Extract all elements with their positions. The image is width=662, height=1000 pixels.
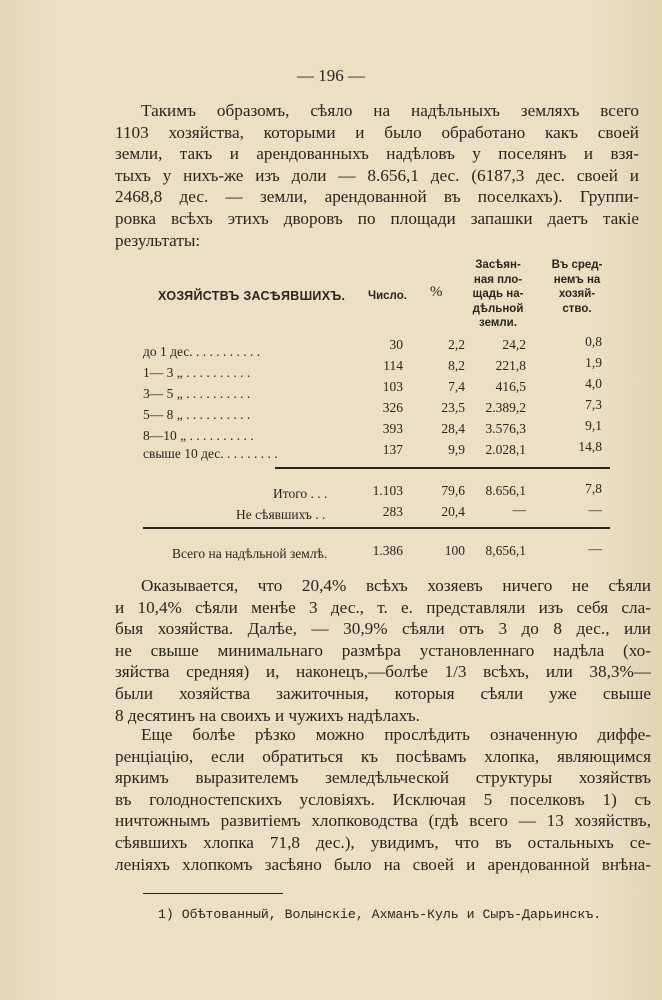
row-area: 221,8 bbox=[495, 358, 526, 373]
para2-line: Оказывается, что 20,4% всѣхъ хозяевъ ничего не сѣяли bbox=[141, 576, 651, 595]
total-rule bbox=[143, 527, 610, 529]
intro-line: результаты: bbox=[115, 230, 201, 250]
row-label: до 1 дес. . . . . . . . . . . bbox=[143, 344, 261, 359]
para2-line: быя хозяйства. Далѣе, — 30,9% сѣяли отъ 3 до 8 дес., или bbox=[115, 619, 651, 639]
table-header-households: ХОЗЯЙСТВЪ ЗАСѢЯВШИХЪ. bbox=[158, 289, 346, 303]
para3-line: леніяхъ хлопкомъ засѣяно было на своей и арендованной внѣна- bbox=[115, 854, 651, 874]
row-label: 5— 8 „ . . . . . . . . . . bbox=[143, 407, 251, 422]
grandtotal-percent: 100 bbox=[444, 543, 465, 558]
subtotal-rule bbox=[275, 467, 610, 469]
para2-line: не свыше минимальнаго размѣра установленнаго надѣла (хо- bbox=[115, 640, 651, 660]
row-number: 114 bbox=[383, 358, 403, 373]
row-number: 30 bbox=[389, 337, 403, 352]
table-header-area: Засѣян- ная пло- щадь на- дѣльной земли. bbox=[472, 259, 524, 329]
row-number: 393 bbox=[382, 421, 403, 436]
total-area: 8.656,1 bbox=[485, 483, 526, 498]
notsown-percent: 20,4 bbox=[441, 504, 465, 519]
row-percent: 7,4 bbox=[448, 379, 465, 394]
row-percent: 2,2 bbox=[448, 337, 465, 352]
row-percent: 8,2 bbox=[448, 358, 465, 373]
row-percent: 28,4 bbox=[441, 421, 465, 436]
row-average: 4,0 bbox=[585, 376, 602, 391]
row-number: 137 bbox=[382, 442, 403, 457]
intro-line: 1103 хозяйства, которыми и было обработано какъ своей bbox=[115, 122, 639, 142]
table-header-percent: % bbox=[430, 284, 443, 300]
paragraph-3 bbox=[115, 724, 651, 875]
row-area: 3.576,3 bbox=[485, 421, 526, 436]
row-label: 1— 3 „ . . . . . . . . . . bbox=[143, 365, 251, 380]
footnote-rule bbox=[143, 893, 283, 894]
total-number: 1.103 bbox=[372, 483, 403, 498]
para3-line: сѣявшихъ хлопка 71,8 дес.), увидимъ, что въ остальныхъ се- bbox=[115, 832, 651, 852]
row-label: 8—10 „ . . . . . . . . . . bbox=[143, 428, 254, 443]
intro-paragraph bbox=[115, 100, 639, 251]
intro-line: 2468,8 дес. — земли, арендованной въ поселкахъ). Группи- bbox=[115, 187, 639, 207]
notsown-area: — bbox=[512, 502, 526, 517]
row-average: 9,1 bbox=[585, 418, 602, 433]
page-number: — 196 — bbox=[297, 66, 365, 85]
row-area: 2.389,2 bbox=[485, 400, 526, 415]
row-area: 24,2 bbox=[502, 337, 526, 352]
row-percent: 9,9 bbox=[448, 442, 465, 457]
notsown-number: 283 bbox=[382, 504, 403, 519]
row-percent: 23,5 bbox=[441, 400, 465, 415]
grandtotal-number: 1.386 bbox=[372, 543, 403, 558]
row-average: 0,8 bbox=[585, 334, 602, 349]
row-average: 7,3 bbox=[585, 397, 602, 412]
total-average: 7,8 bbox=[585, 481, 602, 496]
para3-line: Еще болѣе рѣзко можно прослѣдить означенную диффе- bbox=[141, 725, 651, 744]
grandtotal-area: 8,656,1 bbox=[485, 543, 526, 558]
para3-line: яркимъ выразителемъ земледѣльческой структуры хозяйствъ bbox=[115, 768, 651, 788]
para2-line: зяйства средняя) и, наконецъ,—болѣе 1/3 всѣхъ, или 38,3%— bbox=[115, 662, 651, 682]
row-area: 2.028,1 bbox=[485, 442, 526, 457]
row-number: 326 bbox=[382, 400, 403, 415]
intro-line: ровка всѣхъ этихъ дворовъ по площади запашки даетъ такіе bbox=[115, 208, 639, 228]
total-label: Итого . . . bbox=[273, 486, 328, 501]
row-average: 14,8 bbox=[578, 439, 602, 454]
footnote: 1) Обѣтованный, Волынскіе, Ахманъ-Куль и Сыръ-Дарьинскъ. bbox=[158, 907, 602, 922]
row-area: 416,5 bbox=[495, 379, 526, 394]
row-average: 1,9 bbox=[585, 355, 602, 370]
table-header-average: Въ сред- немъ на хозяй- ство. bbox=[551, 259, 603, 315]
para3-line: ничтожнымъ развитіемъ хлопководства (гдѣ всего — 13 хозяйствъ, bbox=[115, 811, 651, 831]
row-number: 103 bbox=[382, 379, 403, 394]
intro-line: Такимъ образомъ, сѣяло на надѣльныхъ земляхъ всего bbox=[141, 101, 639, 120]
grandtotal-average: — bbox=[588, 541, 602, 556]
total-percent: 79,6 bbox=[441, 483, 465, 498]
intro-line: земли, такъ и арендованныхъ надѣловъ у поселянъ и взя- bbox=[115, 144, 639, 164]
row-label: свыше 10 дес. . . . . . . . . bbox=[143, 446, 278, 461]
intro-line: тыхъ у нихъ-же изъ доли — 8.656,1 дес. (6187,3 дес. своей и bbox=[115, 165, 639, 185]
para2-line: были хозяйства зажиточныя, которыя сѣяли уже свыше bbox=[115, 683, 651, 703]
grandtotal-label: Всего на надѣльной землѣ. bbox=[172, 546, 328, 561]
notsown-average: — bbox=[588, 502, 602, 517]
paragraph-2 bbox=[115, 575, 651, 726]
notsown-label: Не сѣявшихъ . . bbox=[236, 507, 326, 522]
table-header-number: Число. bbox=[368, 290, 407, 302]
para2-line: 8 десятинъ на своихъ и чужихъ надѣлахъ. bbox=[115, 705, 420, 725]
para3-line: въ голодностепскихъ условіяхъ. Исключая 5 поселковъ 1) съ bbox=[115, 789, 651, 809]
row-label: 3— 5 „ . . . . . . . . . . bbox=[143, 386, 251, 401]
para3-line: ренціацію, если обратиться къ посѣвамъ хлопка, являющимся bbox=[115, 746, 651, 766]
para2-line: и 10,4% сѣяли менѣе 3 дес., т. е. представляли изъ себя сла- bbox=[115, 597, 651, 617]
